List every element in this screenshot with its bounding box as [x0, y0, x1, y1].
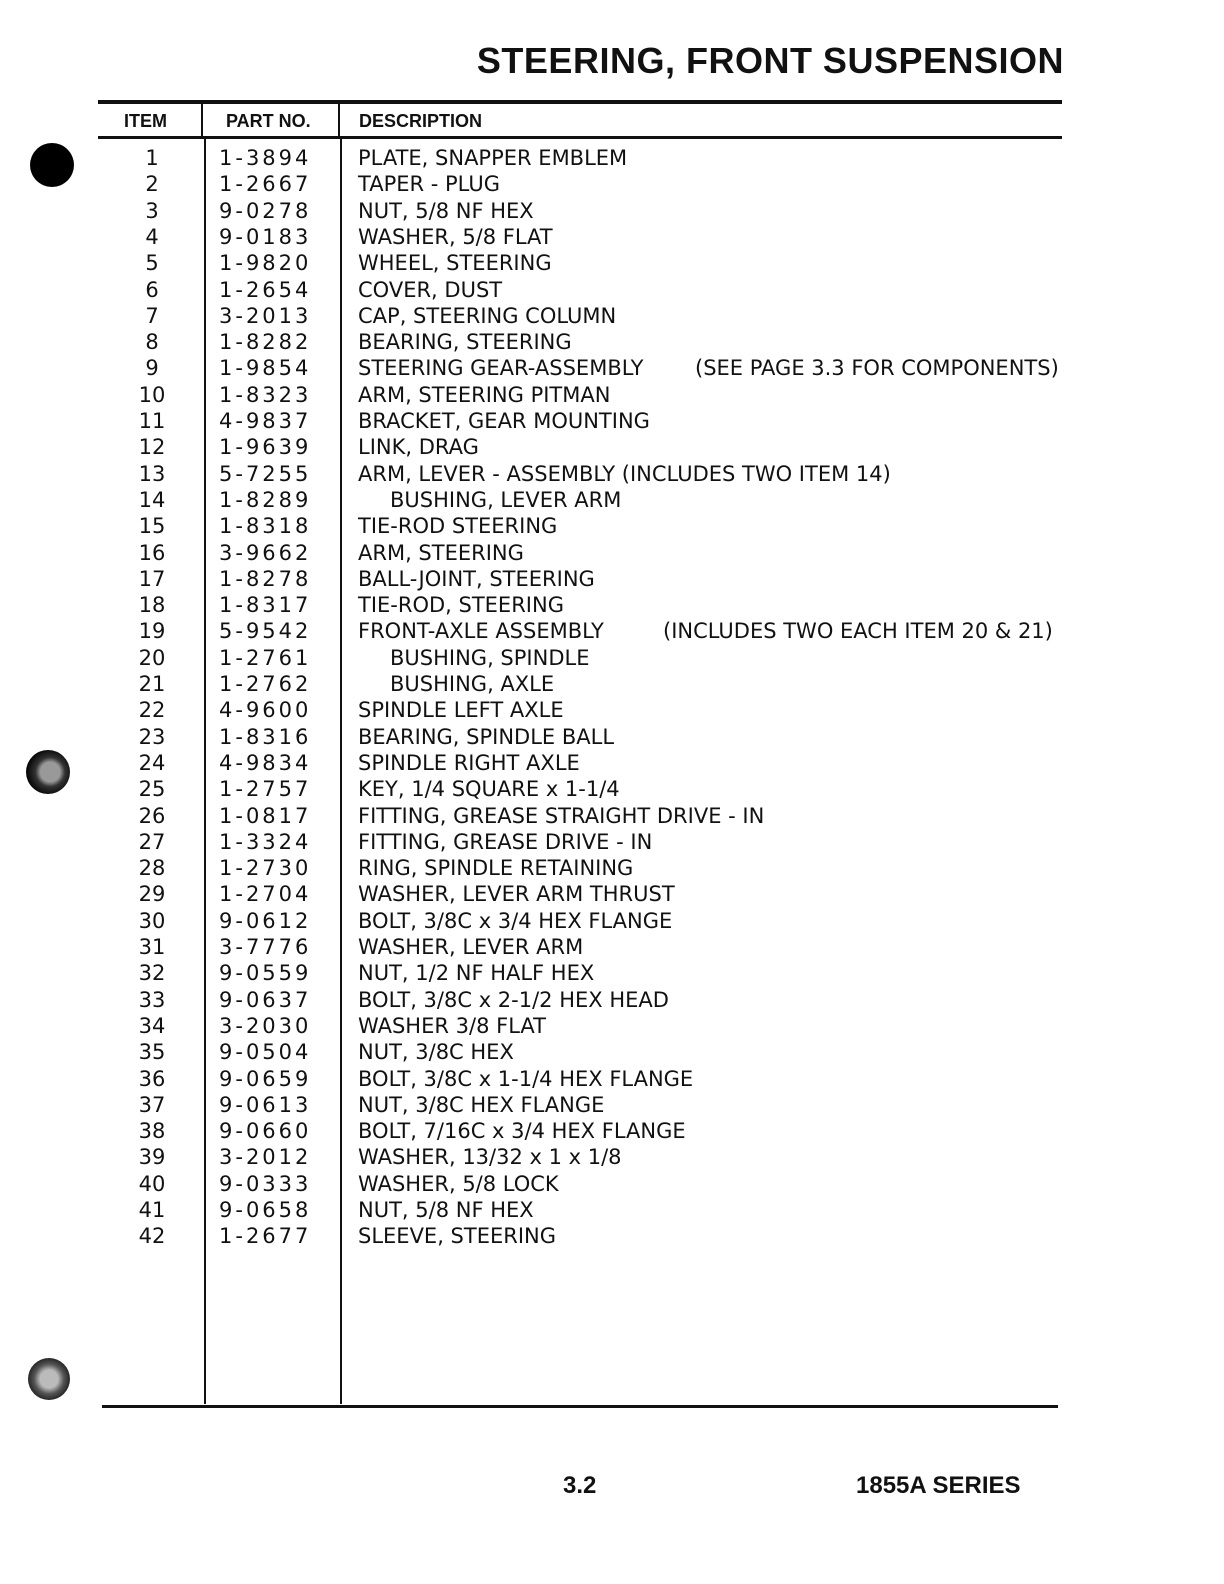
table-row: [0, 1144, 1224, 1170]
part-number: 1-8278: [219, 566, 312, 591]
item-number: 11: [138, 409, 166, 433]
part-description: SLEEVE, STEERING: [358, 1224, 557, 1249]
part-description: TIE-ROD STEERING: [358, 514, 558, 539]
part-description: KEY, 1/4 SQUARE x 1-1/4: [358, 777, 620, 802]
part-description: BUSHING, LEVER ARM: [390, 487, 622, 512]
part-description: NUT, 5/8 NF HEX: [358, 198, 534, 223]
table-row: [0, 382, 1224, 408]
item-number: 19: [138, 619, 166, 644]
item-number: 37: [138, 1092, 166, 1117]
item-number: 34: [138, 1013, 166, 1038]
table-row: [0, 250, 1224, 276]
header-part-no: PART NO.: [226, 111, 311, 131]
part-description: ARM, LEVER - ASSEMBLY (INCLUDES TWO ITEM 14): [358, 461, 891, 486]
part-number: 1-2757: [219, 777, 312, 802]
item-number: 38: [138, 1119, 166, 1144]
item-number: 13: [138, 461, 166, 486]
item-number: 22: [138, 698, 166, 723]
part-number: 1-8318: [219, 514, 312, 539]
part-number: 1-2704: [219, 882, 312, 907]
table-row: [0, 145, 1224, 171]
item-number: 17: [138, 566, 166, 591]
table-row: [0, 434, 1224, 460]
column-divider-2: [338, 103, 340, 136]
item-number: 27: [138, 829, 166, 854]
part-number: 1-2762: [219, 672, 312, 696]
part-description: BEARING, SPINDLE BALL: [358, 724, 615, 749]
table-row: [0, 513, 1224, 539]
table-row: [0, 329, 1224, 355]
part-description: FITTING, GREASE DRIVE - IN: [358, 829, 653, 854]
part-number: 9-0183: [219, 224, 312, 249]
table-row: [0, 855, 1224, 881]
item-number: 9: [145, 356, 159, 381]
part-description: BRACKET, GEAR MOUNTING: [358, 409, 650, 433]
item-number: 40: [138, 1171, 166, 1196]
part-number: 3-2030: [219, 1013, 312, 1038]
part-description: BOLT, 3/8C x 3/4 HEX FLANGE: [358, 908, 673, 933]
table-row: [0, 277, 1224, 303]
table-row: [0, 303, 1224, 329]
part-description: BOLT, 3/8C x 2-1/2 HEX HEAD: [358, 987, 669, 1012]
table-row: [0, 618, 1224, 644]
part-description: STEERING GEAR-ASSEMBLY: [358, 356, 644, 381]
item-number: 14: [138, 487, 166, 512]
table-row: [0, 750, 1224, 776]
table-row: [0, 829, 1224, 855]
part-description: SPINDLE RIGHT AXLE: [358, 750, 580, 775]
table-row: [0, 566, 1224, 592]
part-number: 1-2677: [219, 1224, 312, 1249]
item-number: 33: [138, 987, 166, 1012]
part-number: 3-7776: [219, 935, 312, 959]
table-bottom-rule: [102, 1405, 1058, 1408]
item-number: 39: [138, 1145, 166, 1170]
item-number: 42: [138, 1224, 166, 1249]
item-number: 16: [138, 540, 166, 565]
item-number: 7: [145, 303, 159, 328]
table-row: [0, 776, 1224, 802]
part-number: 5-7255: [219, 461, 312, 486]
part-description: BEARING, STEERING: [358, 330, 572, 355]
table-row: [0, 198, 1224, 224]
part-description: BOLT, 3/8C x 1-1/4 HEX FLANGE: [358, 1066, 694, 1091]
item-number: 30: [138, 908, 166, 933]
item-number: 21: [138, 672, 166, 696]
part-description: LINK, DRAG: [358, 435, 479, 460]
header-bottom-rule: [98, 136, 1062, 139]
part-number: 9-0559: [219, 961, 312, 986]
part-description: BOLT, 7/16C x 3/4 HEX FLANGE: [358, 1119, 686, 1144]
part-description: BUSHING, AXLE: [390, 672, 555, 696]
page-title: STEERING, FRONT SUSPENSION: [476, 40, 1064, 81]
table-row: [0, 803, 1224, 829]
table-row: [0, 908, 1224, 934]
table-row: [0, 724, 1224, 750]
part-number: 1-2761: [219, 645, 312, 670]
part-number: 9-0660: [219, 1119, 312, 1144]
item-number: 20: [138, 645, 166, 670]
item-number: 10: [138, 382, 166, 407]
page-number: 3.2: [563, 1472, 597, 1499]
table-row: [0, 461, 1224, 487]
part-number: 1-9639: [219, 435, 312, 460]
item-number: 18: [138, 593, 166, 618]
part-description: FITTING, GREASE STRAIGHT DRIVE - IN: [358, 803, 765, 828]
item-number: 41: [138, 1198, 166, 1222]
part-number: 1-2667: [219, 172, 312, 197]
part-number: 9-0333: [219, 1171, 312, 1196]
table-row: [0, 540, 1224, 566]
part-number: 9-0637: [219, 987, 312, 1012]
part-description: CAP, STEERING COLUMN: [358, 303, 617, 328]
table-row: [0, 1066, 1224, 1092]
part-description: WHEEL, STEERING: [358, 251, 552, 276]
table-row: [0, 987, 1224, 1013]
table-row: [0, 171, 1224, 197]
binder-hole-bottom: [28, 1358, 70, 1400]
part-number: 9-0612: [219, 908, 312, 933]
part-description: NUT, 3/8C HEX: [358, 1040, 514, 1065]
part-description: FRONT-AXLE ASSEMBLY: [358, 619, 604, 644]
part-description: TIE-ROD, STEERING: [358, 593, 564, 618]
table-row: [0, 1013, 1224, 1039]
part-number: 3-2012: [219, 1145, 312, 1170]
part-number: 4-9600: [219, 698, 312, 723]
part-description: TAPER - PLUG: [358, 172, 500, 197]
table-row: [0, 645, 1224, 671]
part-number: 1-9820: [219, 251, 312, 276]
item-number: 5: [145, 251, 159, 276]
part-description: NUT, 5/8 NF HEX: [358, 1198, 534, 1222]
header-item: ITEM: [124, 111, 167, 131]
part-number: 9-0659: [219, 1066, 312, 1091]
part-description: NUT, 1/2 NF HALF HEX: [358, 961, 595, 986]
part-description: BUSHING, SPINDLE: [390, 645, 590, 670]
item-number: 2: [145, 172, 159, 197]
part-description: ARM, STEERING PITMAN: [358, 382, 611, 407]
part-description: WASHER 3/8 FLAT: [358, 1013, 546, 1038]
table-row: [0, 592, 1224, 618]
part-description: WASHER, LEVER ARM: [358, 935, 584, 959]
item-number: 23: [138, 724, 166, 749]
table-row: [0, 1223, 1224, 1249]
table-row: [0, 355, 1224, 381]
part-description: WASHER, 5/8 FLAT: [358, 224, 553, 249]
item-number: 29: [138, 882, 166, 907]
part-description: WASHER, 13/32 x 1 x 1/8: [358, 1145, 622, 1170]
part-number: 1-8317: [219, 593, 312, 618]
item-number: 12: [138, 435, 166, 460]
item-number: 32: [138, 961, 166, 986]
part-number: 1-3894: [219, 146, 312, 170]
part-description: SPINDLE LEFT AXLE: [358, 698, 564, 723]
item-number: 36: [138, 1066, 166, 1091]
part-number: 9-0658: [219, 1198, 312, 1222]
table-row: [0, 934, 1224, 960]
table-row: [0, 1197, 1224, 1223]
table-row: [0, 697, 1224, 723]
part-description: WASHER, LEVER ARM THRUST: [358, 882, 675, 907]
column-divider-1: [201, 103, 203, 136]
part-number: 1-2654: [219, 277, 312, 302]
part-number: 3-2013: [219, 303, 312, 328]
part-number: 5-9542: [219, 619, 312, 644]
item-number: 8: [145, 330, 159, 355]
part-number: 4-9837: [219, 409, 312, 433]
table-row: [0, 960, 1224, 986]
part-number: 1-8323: [219, 382, 312, 407]
part-description: ARM, STEERING: [358, 540, 524, 565]
item-number: 15: [138, 514, 166, 539]
part-description: BALL-JOINT, STEERING: [358, 566, 595, 591]
item-number: 35: [138, 1040, 166, 1065]
part-number: 1-0817: [219, 803, 312, 828]
table-row: [0, 1171, 1224, 1197]
part-note: (SEE PAGE 3.3 FOR COMPONENTS): [695, 356, 1059, 381]
part-description: COVER, DUST: [358, 277, 503, 302]
part-number: 1-8316: [219, 724, 312, 749]
table-row: [0, 1118, 1224, 1144]
table-row: [0, 671, 1224, 697]
part-number: 1-2730: [219, 856, 312, 881]
table-row: [0, 487, 1224, 513]
part-number: 9-0278: [219, 198, 312, 223]
part-note: (INCLUDES TWO EACH ITEM 20 & 21): [663, 619, 1053, 644]
header-description: DESCRIPTION: [359, 111, 483, 131]
item-number: 6: [145, 277, 159, 302]
part-description: WASHER, 5/8 LOCK: [358, 1171, 559, 1196]
item-number: 4: [145, 224, 159, 249]
item-number: 31: [138, 935, 166, 959]
part-number: 4-9834: [219, 750, 312, 775]
part-number: 1-3324: [219, 829, 312, 854]
table-row: [0, 224, 1224, 250]
part-number: 1-9854: [219, 356, 312, 381]
item-number: 25: [138, 777, 166, 802]
part-number: 1-8282: [219, 330, 312, 355]
table-row: [0, 1039, 1224, 1065]
item-number: 28: [138, 856, 166, 881]
item-number: 3: [145, 198, 159, 223]
part-number: 3-9662: [219, 540, 312, 565]
table-top-rule: [98, 100, 1062, 104]
part-number: 9-0613: [219, 1092, 312, 1117]
item-number: 1: [145, 146, 159, 170]
part-description: NUT, 3/8C HEX FLANGE: [358, 1092, 605, 1117]
item-number: 26: [138, 803, 166, 828]
series-label: 1855A SERIES: [856, 1472, 1021, 1499]
item-number: 24: [138, 750, 166, 775]
part-number: 9-0504: [219, 1040, 312, 1065]
part-description: PLATE, SNAPPER EMBLEM: [358, 146, 628, 170]
table-row: [0, 1092, 1224, 1118]
table-row: [0, 408, 1224, 434]
part-number: 1-8289: [219, 487, 312, 512]
table-row: [0, 881, 1224, 907]
part-description: RING, SPINDLE RETAINING: [358, 856, 634, 881]
